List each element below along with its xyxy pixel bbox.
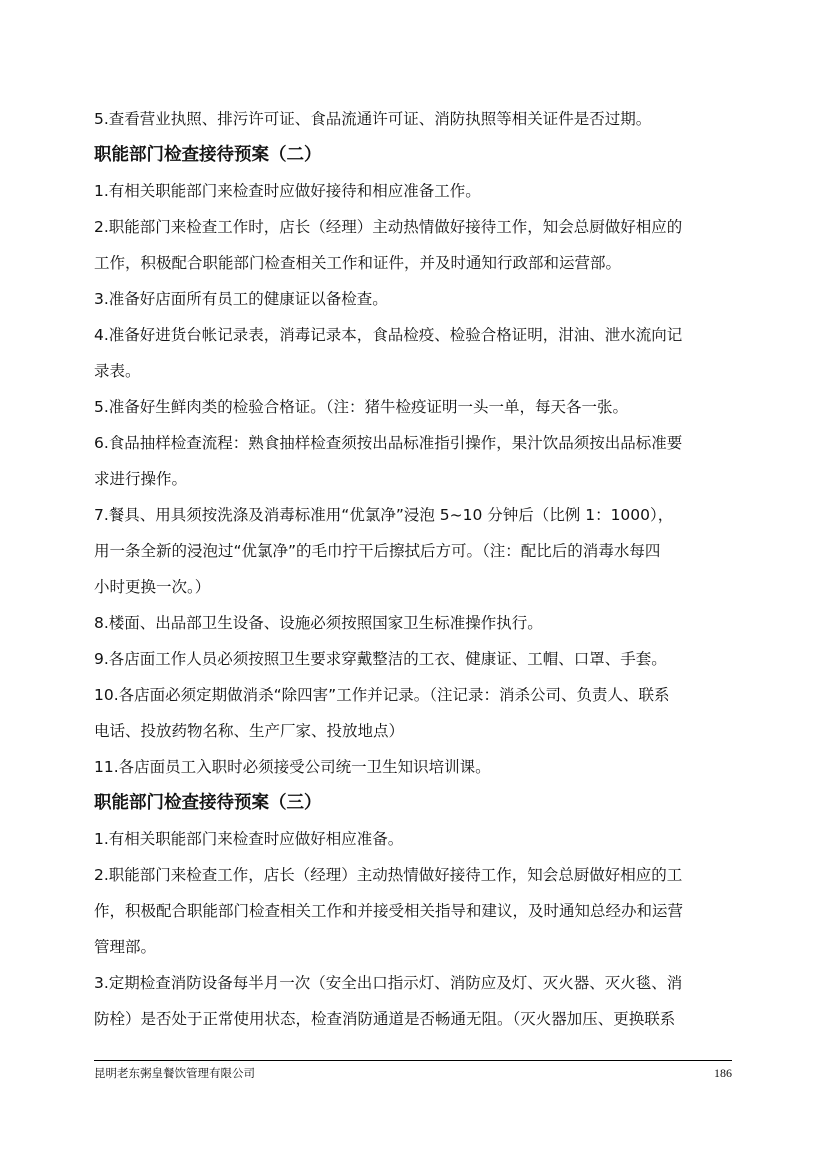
footer-page-number: 186 — [714, 1066, 732, 1080]
paragraph-line: 1.有相关职能部门来检查时应做好接待和相应准备工作。 — [94, 182, 481, 200]
paragraph-line: 1.有相关职能部门来检查时应做好相应准备。 — [94, 830, 404, 848]
section-heading: 职能部门检查接待预案（二） — [94, 145, 322, 165]
paragraph-line: 作，积极配合职能部门检查相关工作和并接受相关指导和建议，及时通知总经办和运营 — [94, 902, 684, 920]
paragraph-line: 电话、投放药物名称、生产厂家、投放地点） — [94, 722, 405, 740]
paragraph-line: 10.各店面必须定期做消杀“除四害”工作并记录。（注记录：消杀公司、负责人、联系 — [94, 686, 670, 704]
paragraph-line: 小时更换一次。） — [94, 578, 211, 596]
paragraph-line: 7.餐具、用具须按洗涤及消毒标准用“优氯净”浸泡 5~10 分钟后（比例 1：1000）， — [94, 506, 674, 524]
paragraph-line: 8.楼面、出品部卫生设备、设施必须按照国家卫生标准操作执行。 — [94, 614, 543, 632]
paragraph-line: 6.食品抽样检查流程：熟食抽样检查须按出品标准指引操作，果汁饮品须按出品标准要 — [94, 434, 683, 452]
paragraph-line: 2.职能部门来检查工作时，店长（经理）主动热情做好接待工作，知会总厨做好相应的 — [94, 218, 683, 236]
footer-divider — [94, 1060, 732, 1061]
document-body — [94, 101, 734, 1037]
paragraph-line: 工作，积极配合职能部门检查相关工作和证件，并及时通知行政部和运营部。 — [94, 254, 622, 272]
section-heading: 职能部门检查接待预案（三） — [94, 793, 322, 813]
paragraph-line: 求进行操作。 — [94, 470, 188, 488]
paragraph-line: 2.职能部门来检查工作，店长（经理）主动热情做好接待工作，知会总厨做好相应的工 — [94, 866, 683, 884]
paragraph-line: 用一条全新的浸泡过“优氯净”的毛巾拧干后擦拭后方可。（注：配比后的消毒水每四 — [94, 542, 661, 560]
paragraph-line: 5.准备好生鲜肉类的检验合格证。（注：猪牛检疫证明一头一单，每天各一张。 — [94, 398, 629, 416]
paragraph-line: 4.准备好进货台帐记录表，消毒记录本，食品检疫、检验合格证明，泔油、泄水流向记 — [94, 326, 683, 344]
paragraph-line: 3.定期检查消防设备每半月一次（安全出口指示灯、消防应及灯、灭火器、灭火毯、消 — [94, 974, 683, 992]
footer-company-name: 昆明老东粥皇餐饮管理有限公司 — [94, 1066, 255, 1080]
paragraph-line: 11.各店面员工入职时必须接受公司统一卫生知识培训课。 — [94, 758, 491, 776]
paragraph-line: 3.准备好店面所有员工的健康证以备检查。 — [94, 290, 388, 308]
paragraph-line: 录表。 — [94, 362, 141, 380]
paragraph-line: 管理部。 — [94, 938, 157, 956]
paragraph-line: 5.查看营业执照、排污许可证、食品流通许可证、消防执照等相关证件是否过期。 — [94, 110, 652, 128]
paragraph-line: 防栓）是否处于正常使用状态，检查消防通道是否畅通无阻。（灭火器加压、更换联系 — [94, 1010, 676, 1028]
paragraph-line: 9.各店面工作人员必须按照卫生要求穿戴整洁的工衣、健康证、工帽、口罩、手套。 — [94, 650, 667, 668]
